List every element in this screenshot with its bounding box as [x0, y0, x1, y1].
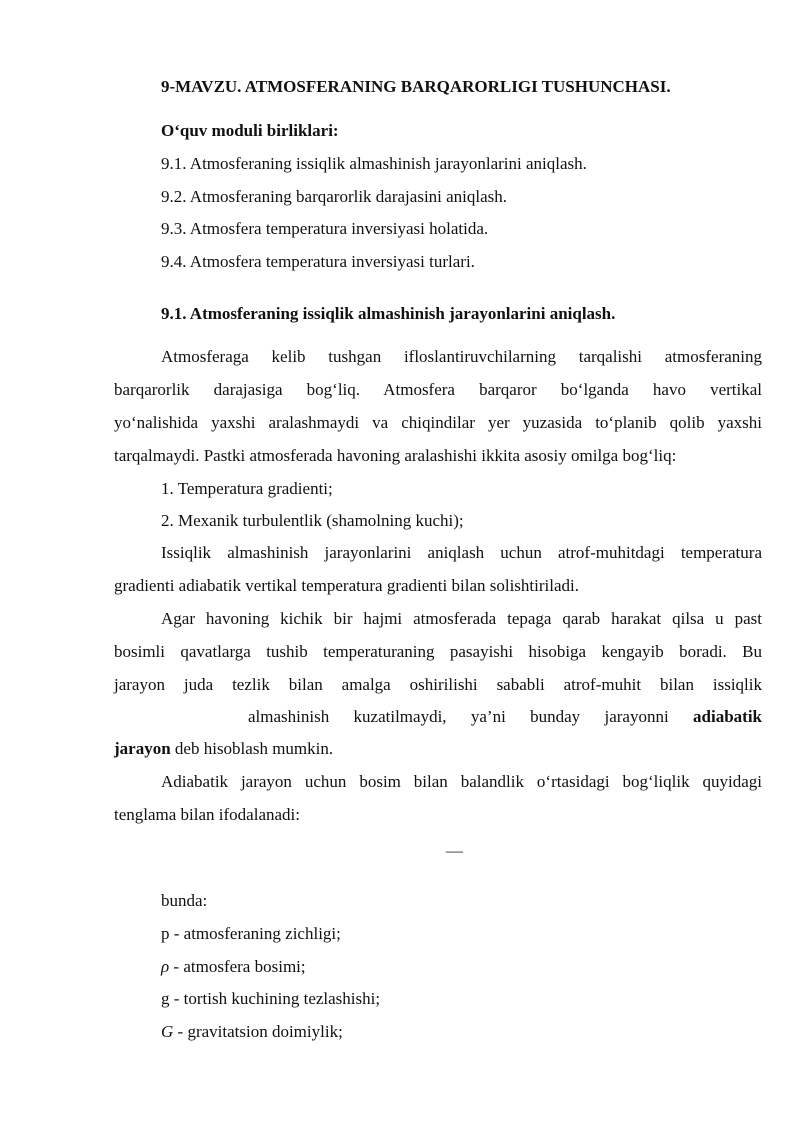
paragraph-line: Atmosferaga kelib tushgan ifloslantiruvchilarning tarqalishi atmosferaning [161, 347, 762, 366]
module-unit-item: 9.1. Atmosferaning issiqlik almashinish jarayonlarini aniqlash. [161, 154, 587, 173]
paragraph-line: gradienti adiabatik vertikal temperatura gradienti bilan solishtiriladi. [114, 576, 579, 595]
paragraph-line: barqarorlik darajasiga bog‘liq. Atmosfera barqaror bo‘lganda havo vertikal [114, 380, 762, 399]
paragraph-line: tarqalmaydi. Pastki atmosferada havoning aralashishi ikkita asosiy omilga bog‘liq: [114, 446, 677, 465]
section-heading: 9.1. Atmosferaning issiqlik almashinish jarayonlarini aniqlash. [161, 304, 616, 323]
paragraph-line: jarayon deb hisoblash mumkin. [114, 739, 334, 758]
paragraph-line: yo‘nalishida yaxshi aralashmaydi va chiqindilar yer yuzasida to‘planib qolib yaxshi [114, 413, 762, 432]
module-units-heading: O‘quv moduli birliklari: [161, 121, 339, 140]
page-title: 9-MAVZU. ATMOSFERANING BARQARORLIGI TUSHUNCHASI. [161, 77, 671, 96]
where-label: bunda: [161, 891, 208, 910]
factor-item: 1. Temperatura gradienti; [161, 479, 333, 498]
paragraph-line: Issiqlik almashinish jarayonlarini aniqlash uchun atrof-muhitdagi temperatura [161, 543, 762, 562]
paragraph-line: Adiabatik jarayon uchun bosim bilan balandlik o‘rtasidagi bog‘liqlik quyidagi [161, 772, 762, 791]
definition-item: g - tortish kuchining tezlashishi; [161, 989, 381, 1008]
factor-item: 2. Mexanik turbulentlik (shamolning kuchi); [161, 511, 464, 530]
definition-item: p - atmosferaning zichligi; [161, 924, 341, 943]
paragraph-line: jarayon juda tezlik bilan amalga oshirilishi sababli atrof-muhit bilan issiqlik [114, 675, 762, 694]
paragraph-line: Agar havoning kichik bir hajmi atmosferada tepaga qarab harakat qilsa u past [161, 609, 762, 628]
paragraph-line: tenglama bilan ifodalanadi: [114, 805, 300, 824]
paragraph-line: almashinish kuzatilmaydi, ya’ni bunday jarayonni adiabatik [248, 707, 763, 726]
formula-placeholder: — [446, 841, 463, 860]
module-unit-item: 9.2. Atmosferaning barqarorlik darajasini aniqlash. [161, 187, 508, 206]
definition-item: G - gravitatsion doimiylik; [161, 1022, 343, 1041]
paragraph-line: bosimli qavatlarga tushib temperaturaning pasayishi hisobiga kengayib boradi. Bu [114, 642, 762, 661]
definition-item: ρ - atmosfera bosimi; [161, 957, 306, 976]
module-unit-item: 9.3. Atmosfera temperatura inversiyasi holatida. [161, 219, 489, 238]
module-unit-item: 9.4. Atmosfera temperatura inversiyasi turlari. [161, 252, 475, 271]
